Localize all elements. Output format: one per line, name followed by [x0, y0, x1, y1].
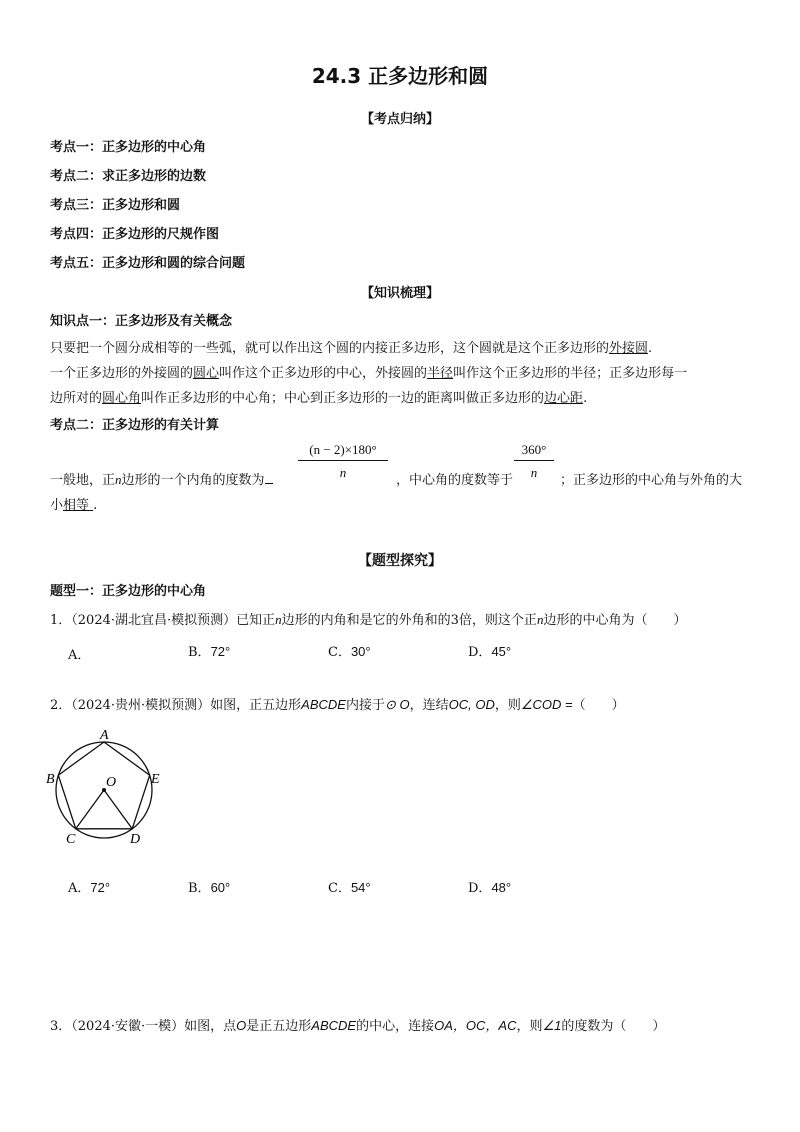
- fraction-numerator: (n − 2)×180°: [298, 442, 388, 461]
- underlined-term: 外接圆: [609, 341, 649, 356]
- point-label: 考点三：: [50, 198, 103, 213]
- fraction-denominator: n: [339, 465, 347, 480]
- question-number: 2．: [50, 698, 72, 713]
- option-value: 72°: [210, 644, 231, 659]
- text: 如图，点: [184, 1019, 237, 1034]
- text: 边形的中心角为（ ）: [543, 613, 687, 628]
- q2-option-a[interactable]: [68, 877, 110, 896]
- text: 边形的一个内角的度数为: [121, 473, 265, 488]
- question-source: （2024·贵州·模拟预测）: [71, 698, 211, 713]
- underlined-term: 圆心: [193, 366, 220, 381]
- segment-od: [104, 790, 132, 829]
- section-summary-heading: 【考点归纳】: [360, 112, 439, 127]
- question-source: （2024·湖北宜昌·模拟预测）: [71, 613, 237, 628]
- segment-names: OA，OC，AC: [434, 1018, 517, 1033]
- knowledge-2-line-1a: [50, 469, 273, 488]
- point-text: 正多边形和圆: [102, 198, 181, 213]
- point-4: [50, 223, 219, 242]
- variable-n: n: [536, 612, 544, 627]
- text: ，则: [494, 698, 521, 713]
- text: 一个正多边形的外接圆的: [50, 366, 194, 381]
- point-3: [50, 194, 180, 213]
- text: 是正五边形: [246, 1019, 312, 1034]
- option-label: D．: [468, 645, 492, 660]
- text: .: [583, 391, 588, 406]
- text: 如图，正五边形: [210, 698, 302, 713]
- question-3: [50, 1015, 665, 1034]
- label-b: B: [46, 772, 55, 787]
- q2-option-b[interactable]: [188, 877, 230, 896]
- point-text: 正多边形的尺规作图: [102, 227, 220, 242]
- underlined-term: 圆心角: [102, 391, 142, 406]
- option-value: 60°: [210, 880, 231, 895]
- text: （ ）: [572, 698, 625, 713]
- text: 的中心，连接: [356, 1019, 435, 1034]
- knowledge-1-line-3: [50, 387, 587, 406]
- text: 已知正: [236, 613, 276, 628]
- underlined-term: 半径: [427, 366, 454, 381]
- knowledge-1-line-2: [50, 362, 687, 381]
- question-2: [50, 694, 625, 713]
- point-text: 正多边形的中心角: [102, 140, 207, 155]
- q2-option-c[interactable]: [328, 877, 371, 896]
- label-a: A: [100, 730, 109, 743]
- option-label: B．: [188, 645, 211, 660]
- question-number: 1．: [50, 613, 72, 628]
- option-value: 72°: [90, 880, 111, 895]
- point-label: 考点一：: [50, 140, 103, 155]
- variable-n: n: [275, 612, 282, 627]
- blank-line: [265, 471, 273, 484]
- option-label: D．: [468, 881, 492, 896]
- q2-option-d[interactable]: [468, 877, 511, 896]
- polygon-name: ABCDE: [311, 1018, 357, 1033]
- knowledge-2-line-1c: ；正多边形的中心角与外角的大: [560, 473, 743, 488]
- point-text: 正多边形和圆的综合问题: [102, 256, 246, 271]
- label-c: C: [66, 832, 76, 847]
- text: 叫作这个正多边形的半径；正多边形每一: [453, 366, 688, 381]
- text: .: [93, 498, 98, 513]
- underlined-term: 相等: [63, 498, 90, 513]
- knowledge-1-line-1: [50, 337, 652, 356]
- question-source: （2024·安徽·一模）: [71, 1019, 185, 1034]
- option-value: 54°: [350, 880, 371, 895]
- point-name: O: [236, 1018, 247, 1033]
- q1-option-c[interactable]: [328, 641, 371, 660]
- knowledge-2-line-1b: ，中心角的度数等于: [396, 473, 514, 488]
- fraction-numerator: 360°: [514, 442, 554, 461]
- label-e: E: [151, 772, 160, 787]
- angle-expression: ∠COD =: [520, 697, 573, 712]
- question-1: [50, 609, 686, 628]
- point-label: 考点五：: [50, 256, 103, 271]
- text: 小: [50, 498, 64, 513]
- type-1-heading: 题型一：正多边形的中心角: [50, 584, 207, 599]
- text: ，则: [516, 1019, 543, 1034]
- option-label: C．: [328, 645, 351, 660]
- point-5: [50, 252, 245, 271]
- variable-n: n: [115, 472, 122, 487]
- option-label: B．: [188, 881, 211, 896]
- question-number: 3．: [50, 1019, 72, 1034]
- fraction-denominator: n: [530, 465, 538, 480]
- section-types-heading: 【题型探究】: [358, 553, 442, 569]
- option-label: A．: [68, 648, 91, 663]
- q1-option-d[interactable]: [468, 641, 511, 660]
- knowledge-2-line-2: [50, 494, 97, 513]
- label-d: D: [130, 832, 141, 847]
- option-value: 48°: [491, 880, 512, 895]
- knowledge-2-heading: 考点二：正多边形的有关计算: [50, 418, 220, 433]
- underlined-term: 边心距: [544, 391, 584, 406]
- text: 只要把一个圆分成相等的一些弧，就可以作出这个圆的内接正多边形，这个圆就是这个正多边形的: [50, 341, 610, 356]
- text: 的度数为（ ）: [561, 1019, 666, 1034]
- section-knowledge-heading: 【知识梳理】: [360, 286, 439, 301]
- text: 边所对的: [50, 391, 103, 406]
- option-value: 45°: [491, 644, 512, 659]
- angle-expression: ∠1: [542, 1018, 562, 1033]
- text: 内接于: [345, 698, 385, 713]
- option-label: A．: [68, 881, 91, 896]
- text: 叫作这个正多边形的中心，外接圆的: [219, 366, 428, 381]
- point-text: 求正多边形的边数: [102, 169, 207, 184]
- page-title: 24.3 正多边形和圆: [311, 64, 489, 88]
- text: 叫作正多边形的中心角；中心到正多边形的一边的距离叫做正多边形的: [141, 391, 545, 406]
- polygon-name: ABCDE: [301, 697, 346, 712]
- segment-names: OC, OD: [448, 697, 495, 712]
- knowledge-1-heading: 知识点一：正多边形及有关概念: [50, 314, 233, 329]
- circle-name: ⊙ O: [384, 697, 410, 712]
- central-angle-fraction: [514, 442, 554, 481]
- text: .: [648, 341, 653, 356]
- segment-oc: [76, 790, 104, 829]
- point-label: 考点四：: [50, 227, 103, 242]
- point-2: [50, 165, 206, 184]
- text: 一般地，正: [50, 473, 116, 488]
- text: 边形的内角和是它的外角和的3倍，则这个正: [281, 613, 537, 628]
- q1-option-b[interactable]: [188, 641, 230, 660]
- option-label: C．: [328, 881, 351, 896]
- label-o: O: [106, 775, 117, 790]
- q1-option-a[interactable]: [68, 644, 90, 663]
- text: ，连结: [409, 698, 449, 713]
- interior-angle-fraction: [298, 442, 388, 481]
- point-1: [50, 136, 206, 155]
- point-label: 考点二：: [50, 169, 103, 184]
- pentagon-in-circle-figure: [44, 730, 174, 850]
- option-value: 30°: [350, 644, 371, 659]
